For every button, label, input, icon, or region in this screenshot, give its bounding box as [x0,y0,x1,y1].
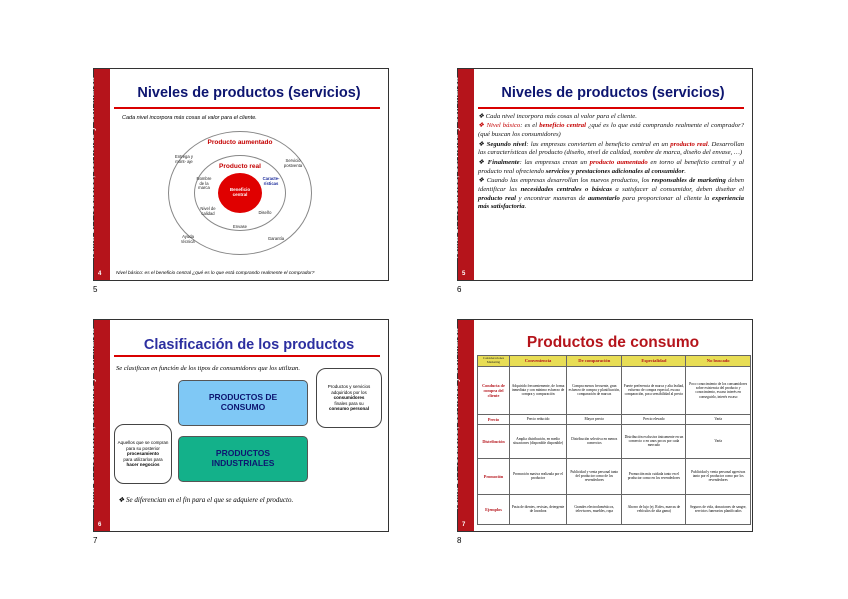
label-garantia: Garantía [267,236,285,241]
table-cell: Amplia distribución, en medio situaciones (disponible disponible) [510,424,567,458]
label-nivel-calidad: Nivel de calidad [200,206,216,216]
table-cell: Varía [686,424,751,458]
table-cell: Precio reducido [510,414,567,424]
slide-intro: Cada nivel incorpora más cosas al valor para el cliente. [122,115,257,121]
slide-intro: Se clasifican en función de los tipos de consumidores que los utilizan. [116,365,300,372]
slide-title: Niveles de productos (servicios) [137,85,361,101]
table-row-header: Precio [478,414,510,424]
table-row [478,414,751,424]
sidebar-text: Tema 1: Productos, servicios y est. marca [450,328,460,511]
bullet-item: ❖ Segundo nivel: las empresas convierten el beneficio central en un producto real. Desarrollan las características del producto (diseño, nivel de calidad, nombre de marca, diseño del envase, …) [478,140,745,157]
page-number: 6 [457,285,462,294]
page-number: 5 [93,285,98,294]
table-cell: Compra menos frecuente, gran esfuerzo de compra y planificación, comparación de marcas [567,366,622,414]
table-cell: Adquirido frecuentemente, de forma inmediata y con mínimo esfuerzo de compra y comparación [510,366,567,414]
slide-footer: ❖ Se diferencian en el fin para el que se adquiere el producto. [118,496,294,504]
table-row-header: Ejemplos [478,494,510,524]
label-servicio: Servicio postventa [283,158,303,168]
table-cell: Distribución exclusiva únicamente en un comercio o en unos pocos por cada mercado [622,424,686,458]
table-cell: Publicidad y venta personal tanto del productor como de los revendedores [567,458,622,494]
table-cell: Pasta de dientes, revistas, detergente de lavadora [510,494,567,524]
slide-number: 4 [98,271,102,277]
sidebar-text: Tema 1: Productos, servicios y est. marca [86,77,96,260]
ring-real-label: Producto real [219,163,261,170]
slide-footer: Nivel básico: es el beneficio central ¿qué es lo que está comprando realmente el comprador? [116,271,315,276]
box-industriales: PRODUCTOS INDUSTRIALES [178,436,308,482]
table-cell: Promoción más cuidada tanto en el productor como en los revendedores [622,458,686,494]
table-header-row [478,356,751,367]
table-cell: Fuerte preferencia de marca y alta lealtad, esfuerzo de compra especial, escasa comparación, poca sensibilidad al precio [622,366,686,414]
table-cell: Promoción masiva realizada por el productor [510,458,567,494]
table-row-header: Conducta de compra del cliente [478,366,510,414]
callout-consumo: Productos y servicios adquiridos por los consumidores finales para su consumo personal [316,368,382,428]
page-number: 7 [93,536,98,545]
table-cell: Grandes electrodomésticos, televisores, muebles, ropa [567,494,622,524]
sidebar-text: Tema 1: Productos, servicios y est. marca [86,328,96,511]
table-col-header: Especialidad [622,356,686,367]
ring-augmented-label: Producto aumentado [207,139,273,146]
box-consumo: PRODUCTOS DE CONSUMO [178,380,308,426]
slide-sidebar [450,320,474,531]
slide-title: Clasificación de los productos [143,337,355,353]
slide-sidebar [86,69,110,280]
slide-number: 5 [462,271,466,277]
bullet-item: ❖ Finalmente: las empresas crean un producto aumentado en torno al beneficio central y al producto real ofreciendo servicios y prestaciones adicionales al consumidor. [478,158,744,175]
consumer-products-table [477,355,751,525]
label-diseno: Diseño [258,210,272,215]
label-caracteristicas: Caracte- rísticas [262,176,280,186]
table-row-header: Promoción [478,458,510,494]
table-cell: Poco conocimiento de los consumidores sobre existencia del producto y conocimiento, escaso interés en conseguirlo, interés escaso [686,366,751,414]
slide-niveles-1 [86,68,389,281]
table-cell: Distribución selectiva en menos comercios [567,424,622,458]
slide-sidebar [86,320,110,531]
slide-number: 6 [98,522,102,528]
bullet-item: ❖ Nivel básico: es el beneficio central ¿qué es lo que está comprando realmente el comprador? (qué buscan los consumidores) [478,122,745,139]
core-label: Beneficio central [229,187,251,197]
table-cell: Ahorro de lujo (ej. Rolex, marcas de vehículos de alta gama) [622,494,686,524]
bullet-item: ❖ Cada nivel incorpora más cosas al valor para el cliente. [478,113,637,120]
slide-clasificacion [86,319,389,532]
slide-number: 7 [462,522,466,528]
title-underline [478,107,744,109]
slide-niveles-2 [450,68,753,281]
bullet-item: ❖ Cuando las empresas desarrollan los nuevos productos, los responsables de marketing deben identificar las necesidades centrales o básicas a satisfacer al consumidor, deben diseñar el producto real y encontrar maneras de aumentarlo para proporcionar al cliente la experiencia más satisfactoria. [478,176,745,211]
title-underline [114,107,380,109]
callout-industriales: Aquellos que se compran para su posterior procesamiento para utilizarlos para hacer negocios [114,424,172,484]
table-col-header: No buscado [686,356,751,367]
table-cell: Precio elevado [622,414,686,424]
slide-sidebar [450,69,474,280]
bullet-list [478,113,744,213]
label-entrega: Entrega y mont- aje [175,154,193,164]
table-row [478,424,751,458]
table-cell: Seguros de vida, donaciones de sangre, servicios funerarios planificados [686,494,751,524]
table-row [478,458,751,494]
table-cell: Mayor precio [567,414,622,424]
title-underline [114,355,380,357]
table-cell: Publicidad y venta personal agresivas tanto por el productor como por los revendedores [686,458,751,494]
label-nombre: Nombre de la marca [196,176,212,191]
table-col-header: De comparación [567,356,622,367]
table-col-header: Conveniencia [510,356,567,367]
label-ayuda: Ayuda técnica [181,234,195,244]
slide-title: Productos de consumo [526,334,700,351]
table-row-header: Distribución [478,424,510,458]
slide-productos-consumo [450,319,753,532]
sidebar-text: Tema 1: Productos, servicios y est. marca [450,77,460,260]
label-envase: Envase [233,224,247,229]
table-row [478,366,751,414]
table-cell: Varía [686,414,751,424]
table-corner-header: Consideraciones Marketing [478,356,510,367]
page-number: 8 [457,536,462,545]
slide-title: Niveles de productos (servicios) [501,85,725,101]
table-row [478,494,751,524]
